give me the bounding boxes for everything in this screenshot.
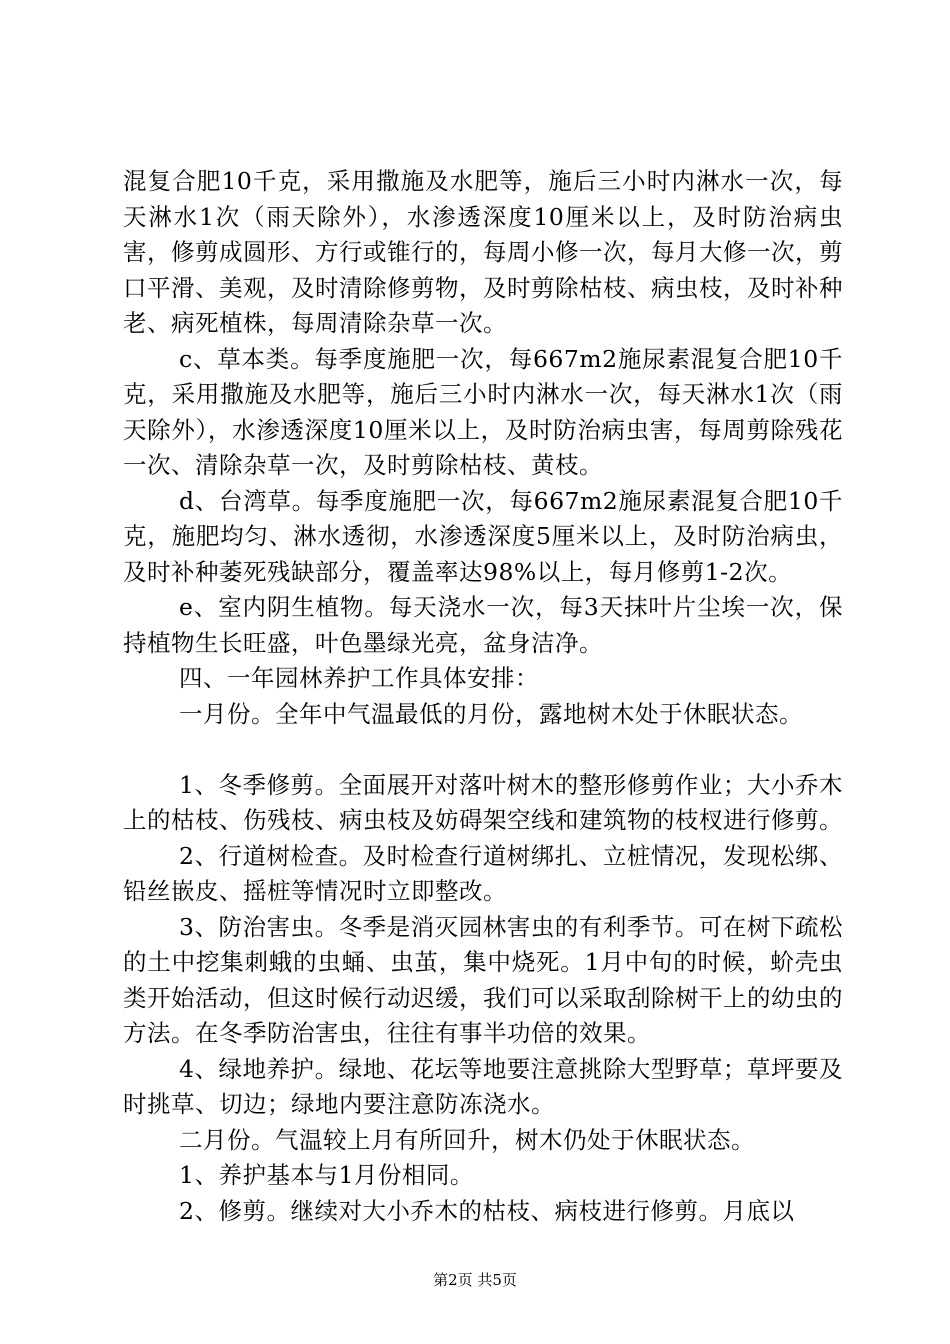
list-item-february-maintenance: 1、养护基本与1月份相同。 — [179, 1161, 474, 1189]
list-item-greenbelt-care: 4、绿地养护。绿地、花坛等地要注意挑除大型野草；草坪要及时挑草、切边；绿地内要注意防冻浇水。 — [123, 1054, 843, 1118]
list-item-street-tree-check: 2、行道树检查。及时检查行道树绑扎、立桩情况，发现松绑、铅丝嵌皮、摇桩等情况时立即整改。 — [123, 841, 843, 905]
paragraph-herbaceous: c、草本类。每季度施肥一次，每667m2施尿素混复合肥10千克，采用撒施及水肥等，施后三小时内淋水一次，每天淋水1次（雨天除外），水渗透深度10厘米以上，及时防治病虫害，每周剪除残花一次、清除杂草一次，及时剪除枯枝、黄枝。 — [123, 344, 843, 479]
list-item-pest-control: 3、防治害虫。冬季是消灭园林害虫的有利季节。可在树下疏松的土中挖集刺蛾的虫蛹、虫茧，集中烧死。1月中旬的时候，蚧壳虫类开始活动，但这时候行动迟缓，我们可以采取刮除树干上的幼虫的方法。在冬季防治害虫，往往有事半功倍的效果。 — [123, 912, 843, 1047]
month-heading-january: 一月份。全年中气温最低的月份，露地树木处于休眠状态。 — [179, 699, 803, 728]
list-item-winter-pruning: 1、冬季修剪。全面展开对落叶树木的整形修剪作业；大小乔木上的枯枝、伤残枝、病虫枝及妨碍架空线和建筑物的枝杈进行修剪。 — [123, 770, 843, 834]
document-body — [123, 164, 843, 1229]
section-heading-annual-schedule: 四、一年园林养护工作具体安排： — [179, 664, 539, 692]
list-item-february-pruning: 2、修剪。继续对大小乔木的枯枝、病枝进行修剪。月底以 — [179, 1196, 795, 1225]
page-number-footer: 第2页 共5页 — [433, 1271, 517, 1289]
paragraph-fertilizer-continued: 混复合肥10千克，采用撒施及水肥等，施后三小时内淋水一次，每天淋水1次（雨天除外），水渗透深度10厘米以上，及时防治病虫害，修剪成圆形、方行或锥行的，每周小修一次，每月大修一次，剪口平滑、美观，及时清除修剪物，及时剪除枯枝、病虫枝，及时补种老、病死植株，每周清除杂草一次。 — [123, 167, 843, 337]
paragraph-taiwan-grass: d、台湾草。每季度施肥一次，每667m2施尿素混复合肥10千克，施肥均匀、淋水透彻，水渗透深度5厘米以上，及时防治病虫，及时补种萎死残缺部分，覆盖率达98%以上，每月修剪1-2次。 — [123, 486, 843, 586]
blank-line — [123, 732, 843, 768]
month-heading-february: 二月份。气温较上月有所回升，树木仍处于休眠状态。 — [179, 1125, 755, 1154]
paragraph-indoor-plants: e、室内阴生植物。每天浇水一次，每3天抹叶片尘埃一次，保持植物生长旺盛，叶色墨绿光亮，盆身洁净。 — [123, 593, 843, 657]
